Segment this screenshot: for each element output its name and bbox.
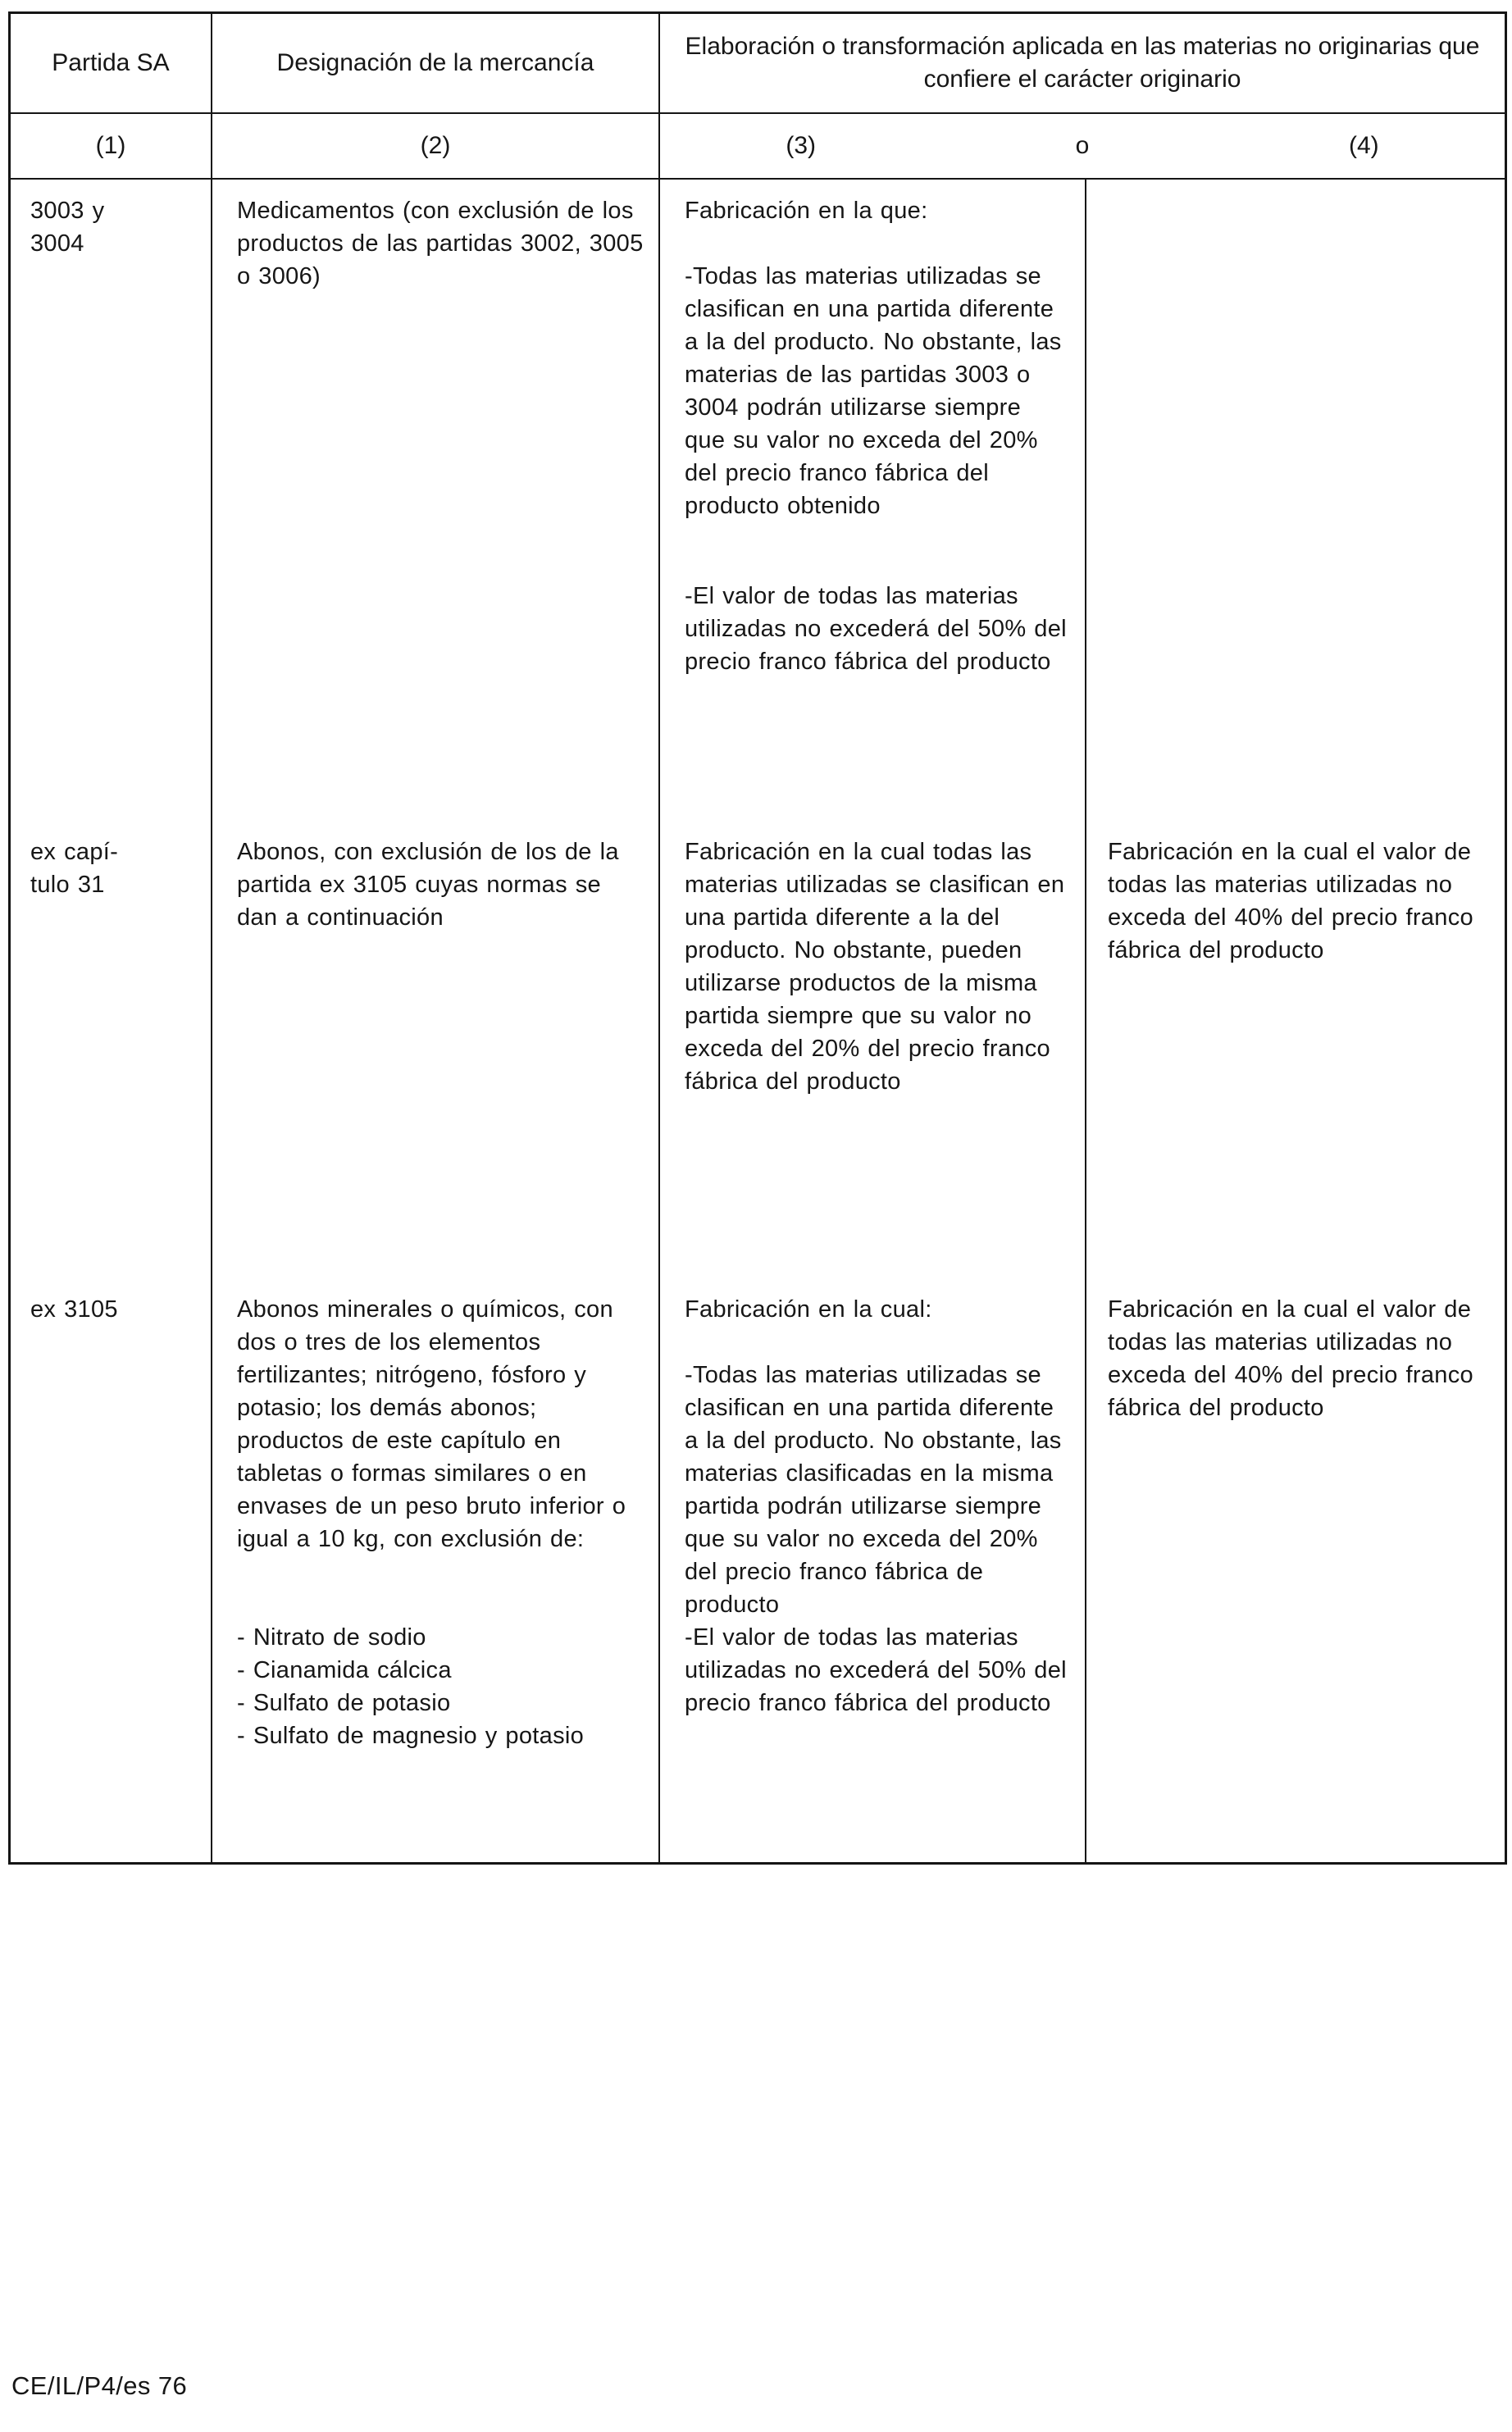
header-elaboracion-label: Elaboración o transformación aplicada en las materias no originarias que confiere el carácter originario [685,33,1480,93]
column-number-1 [11,114,212,180]
column-number-4-label: (4) [1348,132,1379,159]
row-excap31-proceso-cell [660,821,1086,1278]
row-3003-proceso-cell [660,180,1086,821]
alternativa-text: Fabricación en la cual el valor de todas las materias utilizadas no exceda del 40% del precio franco fábrica del producto [1108,1296,1473,1421]
partida-code: tulo 31 [30,872,105,898]
row-ex3105-alternativa-cell [1086,1278,1505,1862]
row-3003-partida-cell [11,180,212,821]
proceso-intro: Fabricación en la cual: [685,1296,932,1323]
proceso-condicion-1: -Todas las materias utilizadas se clasifican en una partida diferente a la del producto. No obstante, las materias clasificadas en la misma partida podrán utilizarse siempre que su valor no exceda del 20% del precio franco fábrica de producto [685,1362,1062,1618]
designacion-text: Medicamentos (con exclusión de los productos de las partidas 3002, 3005 o 3006) [237,198,644,289]
column-or-label: o [1075,132,1090,159]
row-ex3105-designacion-cell [212,1278,660,1862]
partida-code: ex capí- [30,839,119,865]
header-partida-sa [11,14,212,114]
exclusion-item: - Nitrato de sodio [237,1624,426,1651]
row-excap31-partida-cell [11,821,212,1278]
alternativa-text: Fabricación en la cual el valor de todas las materias utilizadas no exceda del 40% del precio franco fábrica del producto [1108,839,1473,963]
header-partida-sa-label: Partida SA [52,49,170,76]
header-designacion [212,14,660,114]
column-number-1-label: (1) [95,132,126,159]
designacion-text: Abonos, con exclusión de los de la partida ex 3105 cuyas normas se dan a continuación [237,839,619,931]
row-3003-designacion-cell [212,180,660,821]
origin-rules-table [8,11,1507,1865]
exclusion-item: - Sulfato de magnesio y potasio [237,1723,585,1749]
header-elaboracion [660,14,1505,114]
partida-code: 3004 [30,230,84,257]
header-designacion-label: Designación de la mercancía [276,49,594,76]
proceso-texto: Fabricación en la cual todas las materias utilizadas se clasifican en una partida diferente a la del producto. No obstante, pueden utilizarse productos de la misma partida siempre que su valor no exceda del 20% del precio franco fábrica del producto [685,839,1065,1095]
row-ex3105-partida-cell [11,1278,212,1862]
row-ex3105-proceso-cell [660,1278,1086,1862]
row-excap31-designacion-cell [212,821,660,1278]
row-3003-alternativa-cell [1086,180,1505,821]
designacion-text: Abonos minerales o químicos, con dos o tres de los elementos fertilizantes; nitrógeno, fósforo y potasio; los demás abonos; productos de este capítulo en tabletas o formas similares o en envases de un peso bruto inferior o igual a 10 kg, con exclusión de: [237,1296,626,1552]
proceso-condicion-2: -El valor de todas las materias utilizadas no excederá del 50% del precio franco fábrica del producto [685,583,1067,675]
column-number-2 [212,114,660,180]
row-excap31-alternativa-cell [1086,821,1505,1278]
proceso-intro: Fabricación en la que: [685,198,928,224]
page-reference-code: CE/IL/P4/es 76 [11,2371,188,2400]
proceso-condicion-1: -Todas las materias utilizadas se clasifican en una partida diferente a la del producto. No obstante, las materias de las partidas 3003 o 3004 podrán utilizarse siempre que su valor no exceda del 20% del precio franco fábrica del producto obtenido [685,263,1062,519]
partida-code: 3003 y [30,198,105,224]
exclusion-item: - Sulfato de potasio [237,1690,451,1716]
column-number-2-label: (2) [420,132,451,159]
column-numbers-3-4 [660,114,1505,180]
partida-code: ex 3105 [30,1296,118,1323]
exclusion-item: - Cianamida cálcica [237,1657,452,1683]
proceso-condicion-2: -El valor de todas las materias utilizadas no excederá del 50% del precio franco fábrica del producto [685,1624,1067,1716]
column-number-3-label: (3) [786,132,816,159]
